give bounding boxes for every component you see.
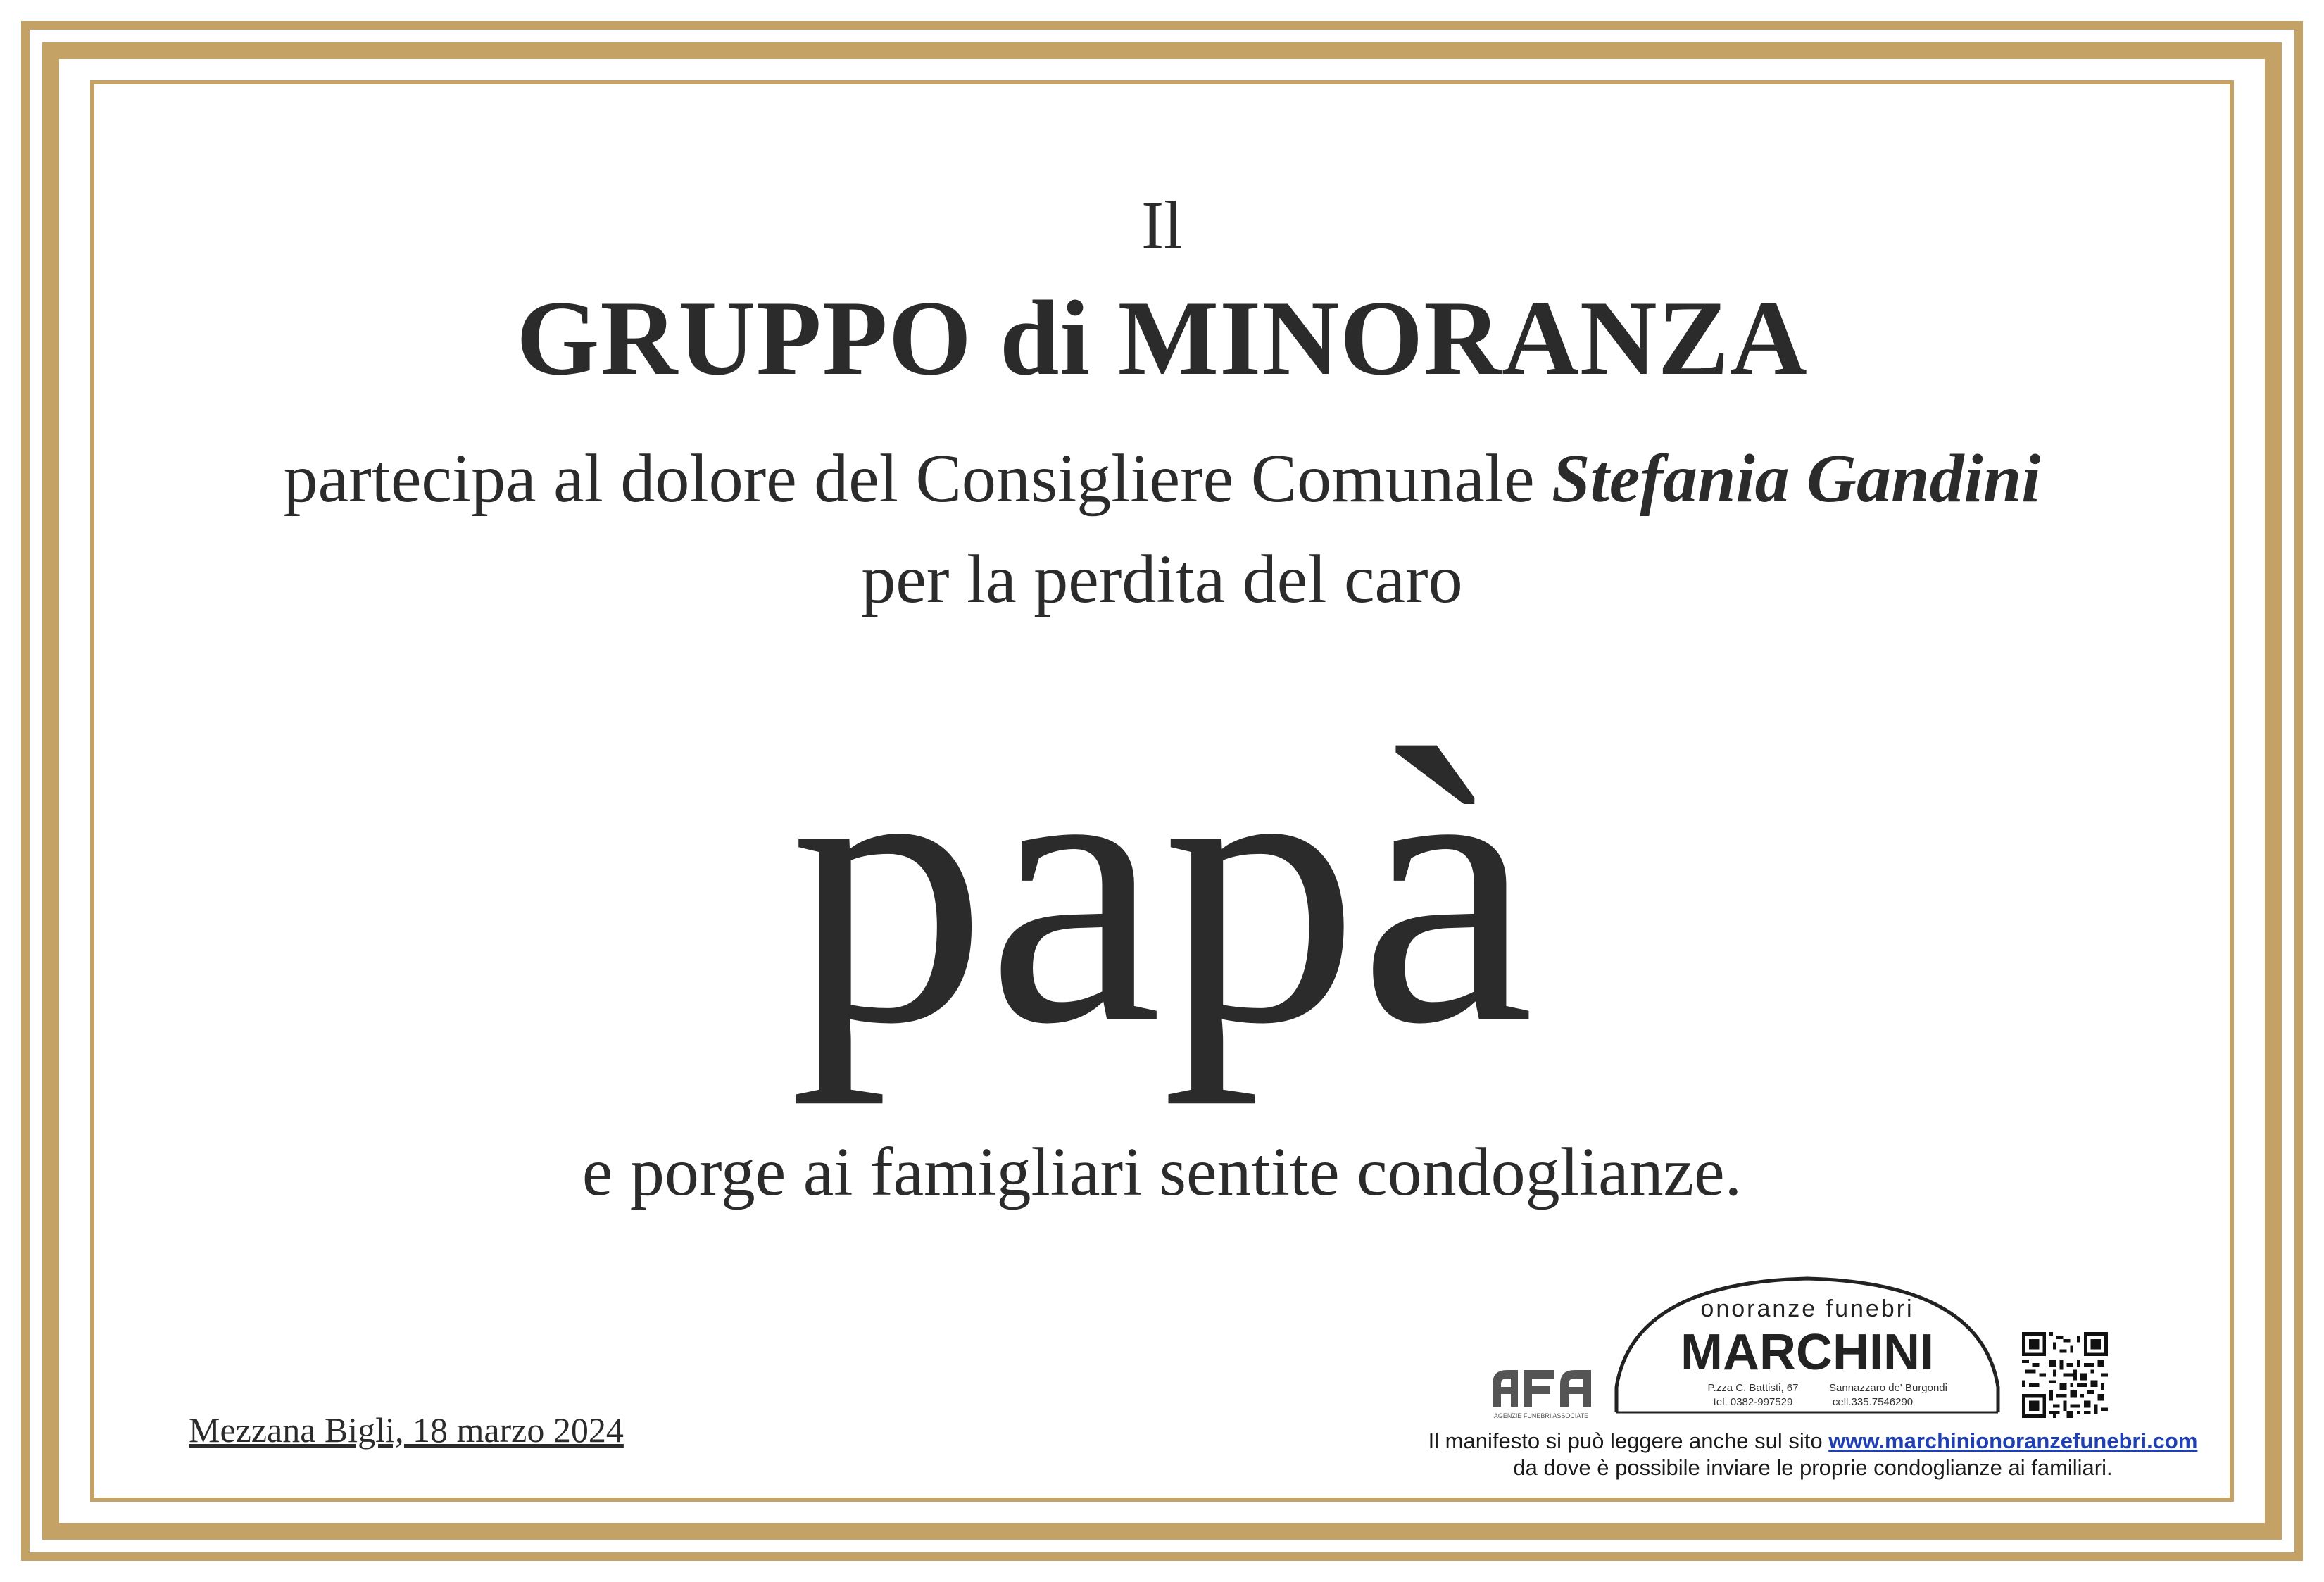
website-note-text: Il manifesto si può leggere anche sul sito [1428, 1429, 1829, 1453]
loss-line: per la perdita del caro [861, 541, 1463, 617]
website-note [1373, 1428, 2253, 1481]
marchini-mobile: cell.335.7546290 [1832, 1396, 1914, 1408]
participation-line [0, 437, 2324, 521]
marchini-town: Sannazzaro de' Burgondi [1829, 1382, 1947, 1394]
participation-text: partecipa al dolore del Consigliere Comunale [283, 441, 1552, 517]
marchini-address: P.zza C. Battisti, 67 [1707, 1382, 1799, 1394]
deceased-title: papà [789, 669, 1535, 1105]
intro-text: Il [1141, 187, 1183, 263]
group-name: GRUPPO di MINORANZA [516, 279, 1808, 397]
website-note-text-2: da dove è possibile inviare le proprie condoglianze ai familiari. [1513, 1455, 2113, 1480]
marchini-name: MARCHINI [1681, 1324, 1934, 1381]
condolences-line: e porge ai famigliari sentite condoglianze. [582, 1134, 1742, 1210]
afa-logo [1487, 1364, 1596, 1421]
website-link[interactable]: www.marchinionoranzefunebri.com [1828, 1429, 2198, 1453]
marchini-tagline: onoranze funebri [1700, 1295, 1914, 1322]
place-date: Mezzana Bigli, 18 marzo 2024 [189, 1410, 624, 1450]
qr-code-icon[interactable] [2022, 1332, 2108, 1418]
honoree-name: Stefania Gandini [1552, 441, 2041, 517]
afa-caption: AGENZIE FUNEBRI ASSOCIATE [1493, 1412, 1589, 1419]
marchini-phone: tel. 0382-997529 [1713, 1396, 1793, 1408]
marchini-logo [1612, 1274, 2002, 1415]
